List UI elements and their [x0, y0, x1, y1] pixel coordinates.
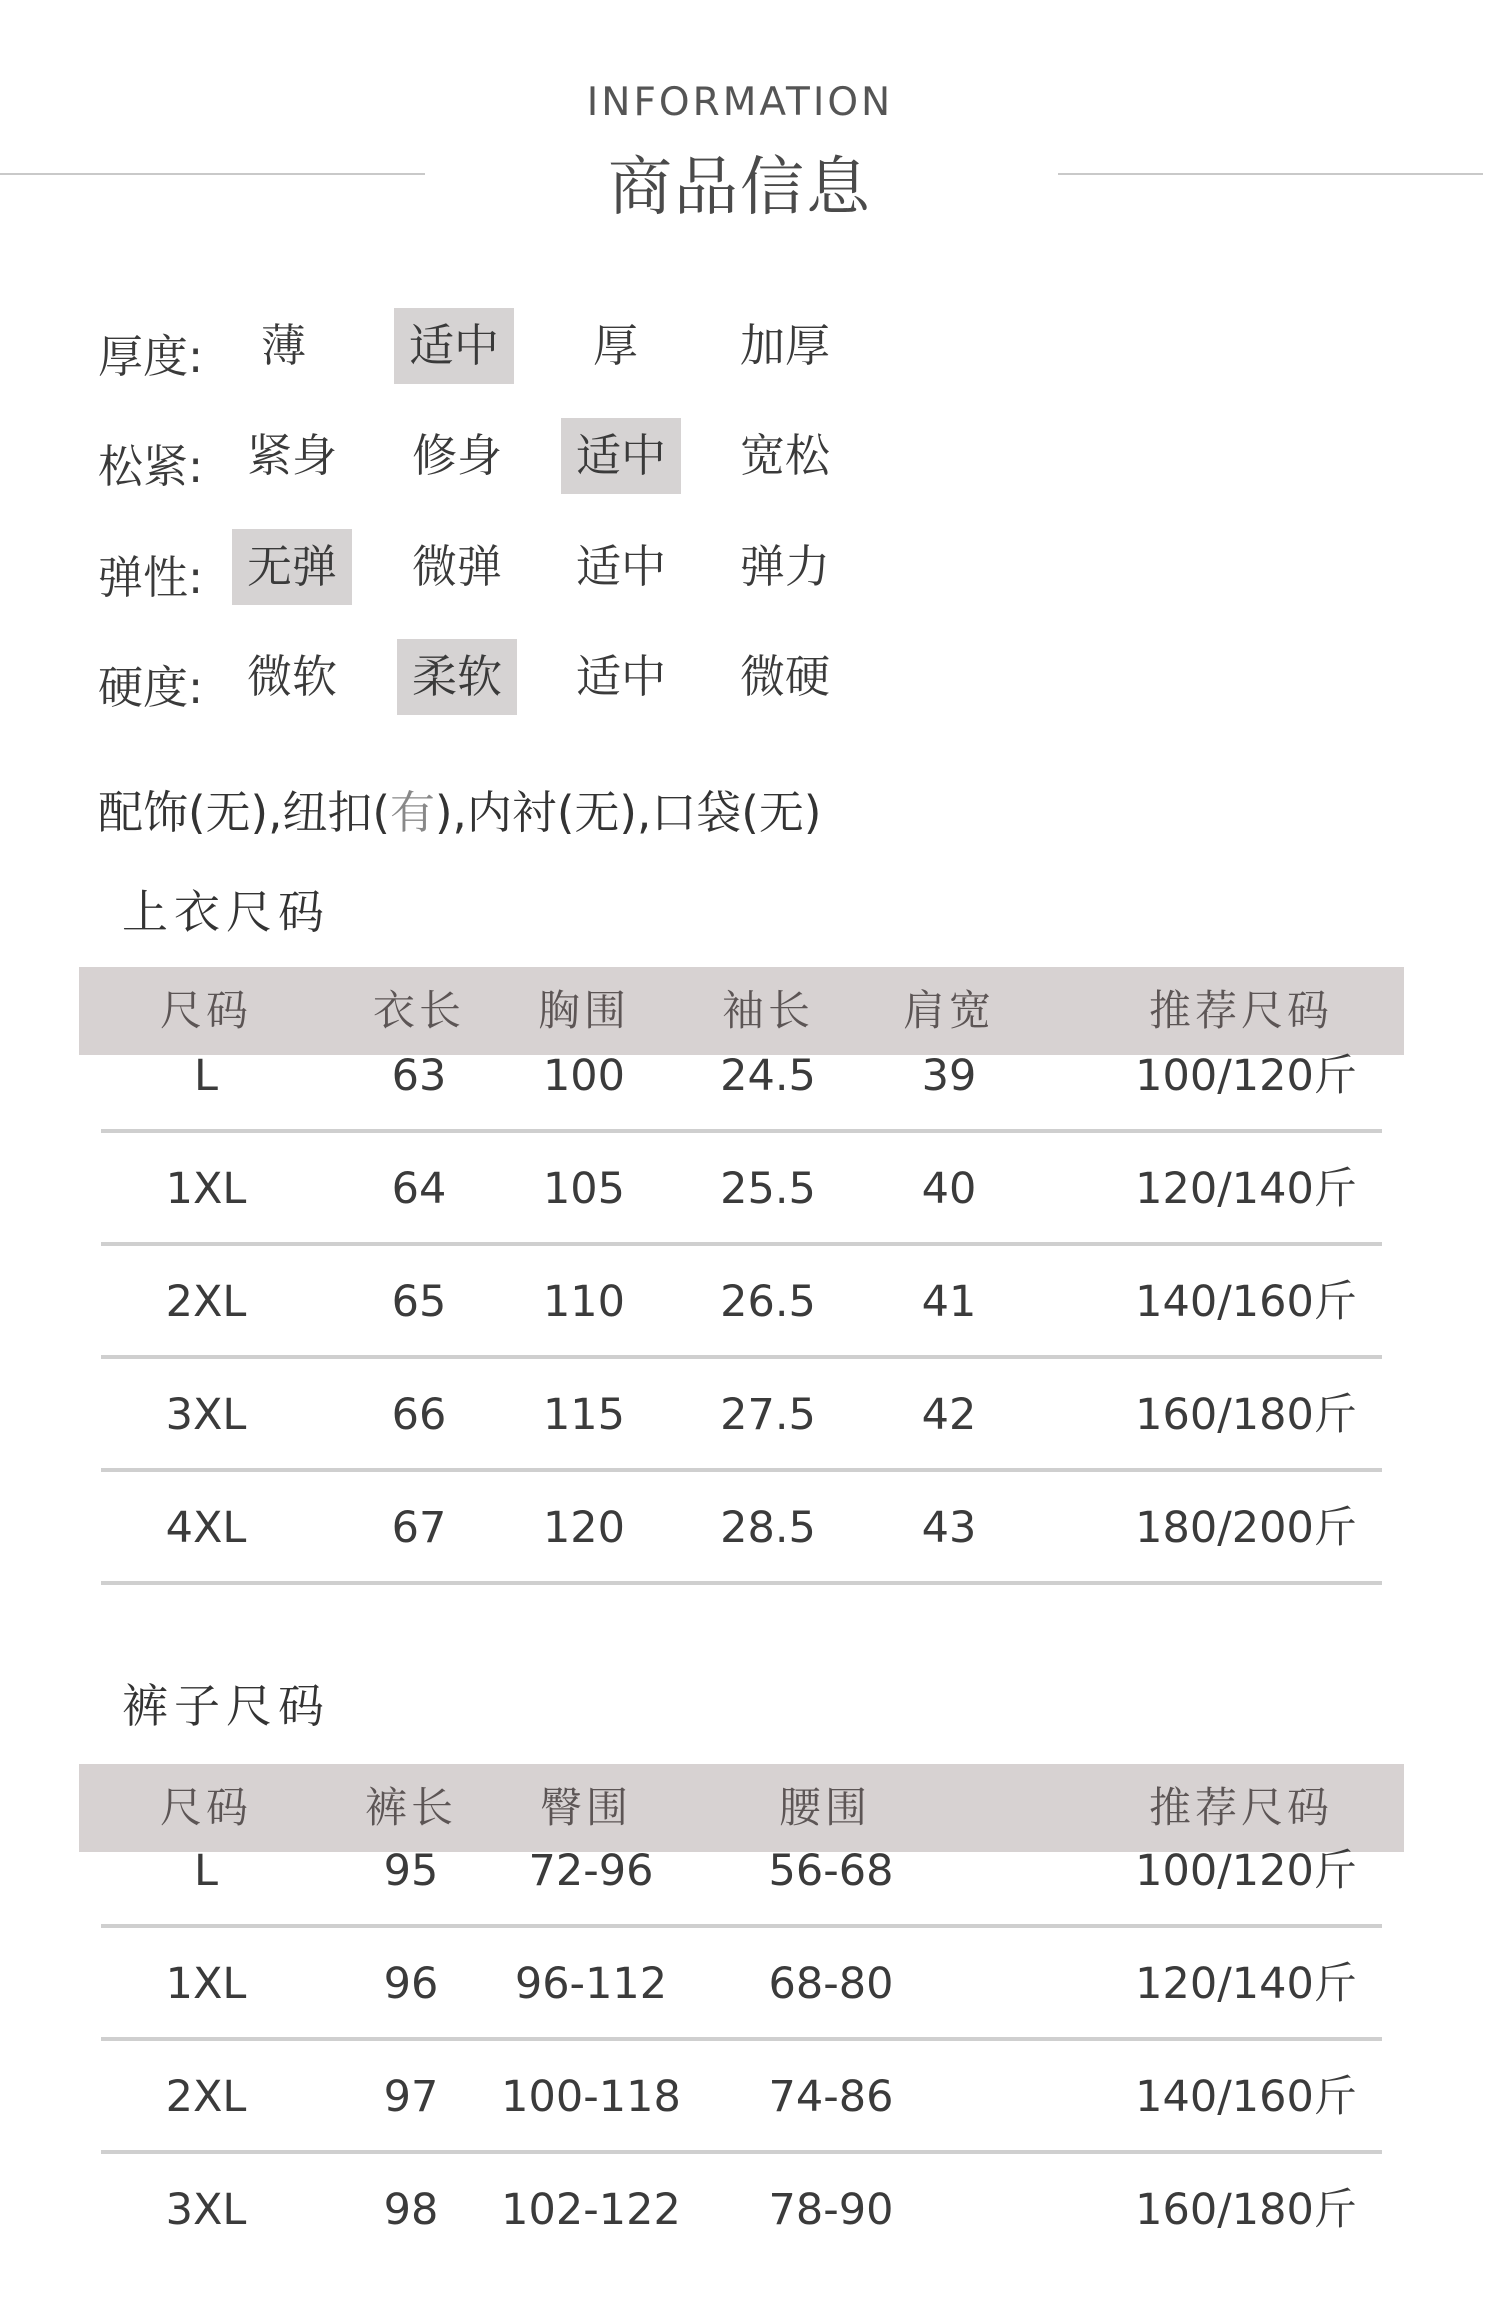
feature-buttons-suffix: ),	[435, 786, 467, 839]
table-row	[101, 1928, 1382, 2041]
attribute-option-selected: 无弹	[232, 529, 352, 605]
feature-summary	[98, 776, 821, 841]
attribute-option: 适中	[576, 540, 667, 593]
table-row	[101, 1133, 1382, 1246]
table-cell: 120/140斤	[1135, 1959, 1357, 2009]
table-cell: 3XL	[165, 2185, 247, 2235]
attribute-option-selected: 适中	[561, 418, 681, 494]
table-cell: 63	[391, 1051, 447, 1101]
attribute-option-selected: 柔软	[397, 639, 517, 715]
attribute-option: 紧身	[247, 429, 338, 482]
attribute-label: 厚度:	[98, 330, 204, 383]
table-cell: 180/200斤	[1135, 1503, 1357, 1553]
table-cell: 42	[921, 1390, 977, 1440]
table-cell: 98	[383, 2185, 439, 2235]
top-size-title: 上衣尺码	[122, 885, 330, 939]
table-cell: 24.5	[720, 1051, 816, 1101]
table-row	[101, 1246, 1382, 1359]
table-cell: 27.5	[720, 1390, 816, 1440]
table-cell: 56-68	[768, 1846, 894, 1896]
table-cell: 115	[542, 1390, 626, 1440]
table-cell: 4XL	[165, 1503, 247, 1553]
table-cell: 72-96	[528, 1846, 654, 1896]
attribute-option: 适中	[576, 650, 667, 703]
column-header: 臀围	[539, 1783, 632, 1832]
table-cell: 100/120斤	[1135, 1051, 1357, 1101]
table-cell: 140/160斤	[1135, 1277, 1357, 1327]
table-cell: 102-122	[501, 2185, 681, 2235]
column-header: 尺码	[159, 986, 252, 1035]
table-cell: 1XL	[165, 1164, 247, 1214]
column-header: 胸围	[537, 986, 630, 1035]
table-cell: 110	[542, 1277, 626, 1327]
column-header: 推荐尺码	[1148, 1783, 1333, 1832]
attribute-label: 硬度:	[98, 661, 204, 714]
table-row	[101, 2154, 1382, 2267]
attribute-option: 厚	[593, 319, 639, 372]
column-header: 衣长	[372, 986, 465, 1035]
table-row	[101, 1472, 1382, 1585]
table-cell: 100-118	[501, 2072, 681, 2122]
table-row	[101, 1359, 1382, 1472]
table-cell: 68-80	[768, 1959, 894, 2009]
table-row	[101, 1815, 1382, 1928]
feature-buttons-value: 有	[389, 786, 435, 839]
table-cell: L	[194, 1051, 218, 1101]
table-cell: 160/180斤	[1135, 2185, 1357, 2235]
pants-size-title: 裤子尺码	[122, 1679, 330, 1733]
table-cell: 25.5	[720, 1164, 816, 1214]
table-cell: 39	[921, 1051, 977, 1101]
table-cell: L	[194, 1846, 218, 1896]
column-header: 袖长	[721, 986, 814, 1035]
table-cell: 105	[542, 1164, 626, 1214]
info-header	[0, 0, 1500, 240]
table-cell: 120	[542, 1503, 626, 1553]
attribute-option: 薄	[261, 319, 307, 372]
table-cell: 2XL	[165, 1277, 247, 1327]
column-header: 尺码	[159, 1783, 252, 1832]
feature-pockets: 口袋(无)	[651, 786, 822, 839]
table-row	[101, 1020, 1382, 1133]
table-cell: 78-90	[768, 2185, 894, 2235]
attribute-row-fit	[98, 418, 998, 496]
table-cell: 140/160斤	[1135, 2072, 1357, 2122]
table-cell: 64	[391, 1164, 447, 1214]
table-cell: 120/140斤	[1135, 1164, 1357, 1214]
table-cell: 3XL	[165, 1390, 247, 1440]
table-row	[101, 2041, 1382, 2154]
column-header: 肩宽	[902, 986, 995, 1035]
attribute-option: 弹力	[740, 540, 831, 593]
attribute-option-selected: 适中	[394, 308, 514, 384]
table-cell: 67	[391, 1503, 447, 1553]
column-header: 腰围	[778, 1783, 871, 1832]
table-cell: 95	[383, 1846, 439, 1896]
header-cn-title: 商品信息	[608, 151, 872, 225]
table-cell: 96-112	[514, 1959, 668, 2009]
table-cell: 65	[391, 1277, 447, 1327]
table-cell: 26.5	[720, 1277, 816, 1327]
feature-buttons-prefix: 纽扣(	[282, 786, 390, 839]
attribute-label: 弹性:	[98, 551, 204, 604]
table-cell: 40	[921, 1164, 977, 1214]
table-cell: 1XL	[165, 1959, 247, 2009]
attribute-option: 加厚	[740, 319, 831, 372]
column-header: 推荐尺码	[1148, 986, 1333, 1035]
attribute-option: 修身	[412, 429, 503, 482]
table-cell: 100	[542, 1051, 626, 1101]
table-cell: 2XL	[165, 2072, 247, 2122]
column-header: 裤长	[364, 1783, 457, 1832]
attribute-row-elasticity	[98, 529, 998, 607]
table-cell: 28.5	[720, 1503, 816, 1553]
table-cell: 97	[383, 2072, 439, 2122]
attribute-row-hardness	[98, 639, 998, 717]
attribute-option: 微弹	[412, 540, 503, 593]
table-cell: 41	[921, 1277, 977, 1327]
attribute-row-thickness	[98, 308, 998, 386]
table-cell: 96	[383, 1959, 439, 2009]
table-cell: 100/120斤	[1135, 1846, 1357, 1896]
table-cell: 74-86	[768, 2072, 894, 2122]
feature-accessories: 配饰(无),	[98, 786, 283, 839]
attribute-option: 微硬	[740, 650, 831, 703]
table-cell: 66	[391, 1390, 447, 1440]
attribute-option: 宽松	[740, 429, 831, 482]
table-cell: 160/180斤	[1135, 1390, 1357, 1440]
header-divider-right	[1058, 173, 1483, 175]
header-en-title: INFORMATION	[586, 80, 894, 125]
feature-lining: 内衬(无),	[466, 786, 652, 839]
attribute-label: 松紧:	[98, 440, 204, 493]
table-cell: 43	[921, 1503, 977, 1553]
attribute-option: 微软	[247, 650, 338, 703]
